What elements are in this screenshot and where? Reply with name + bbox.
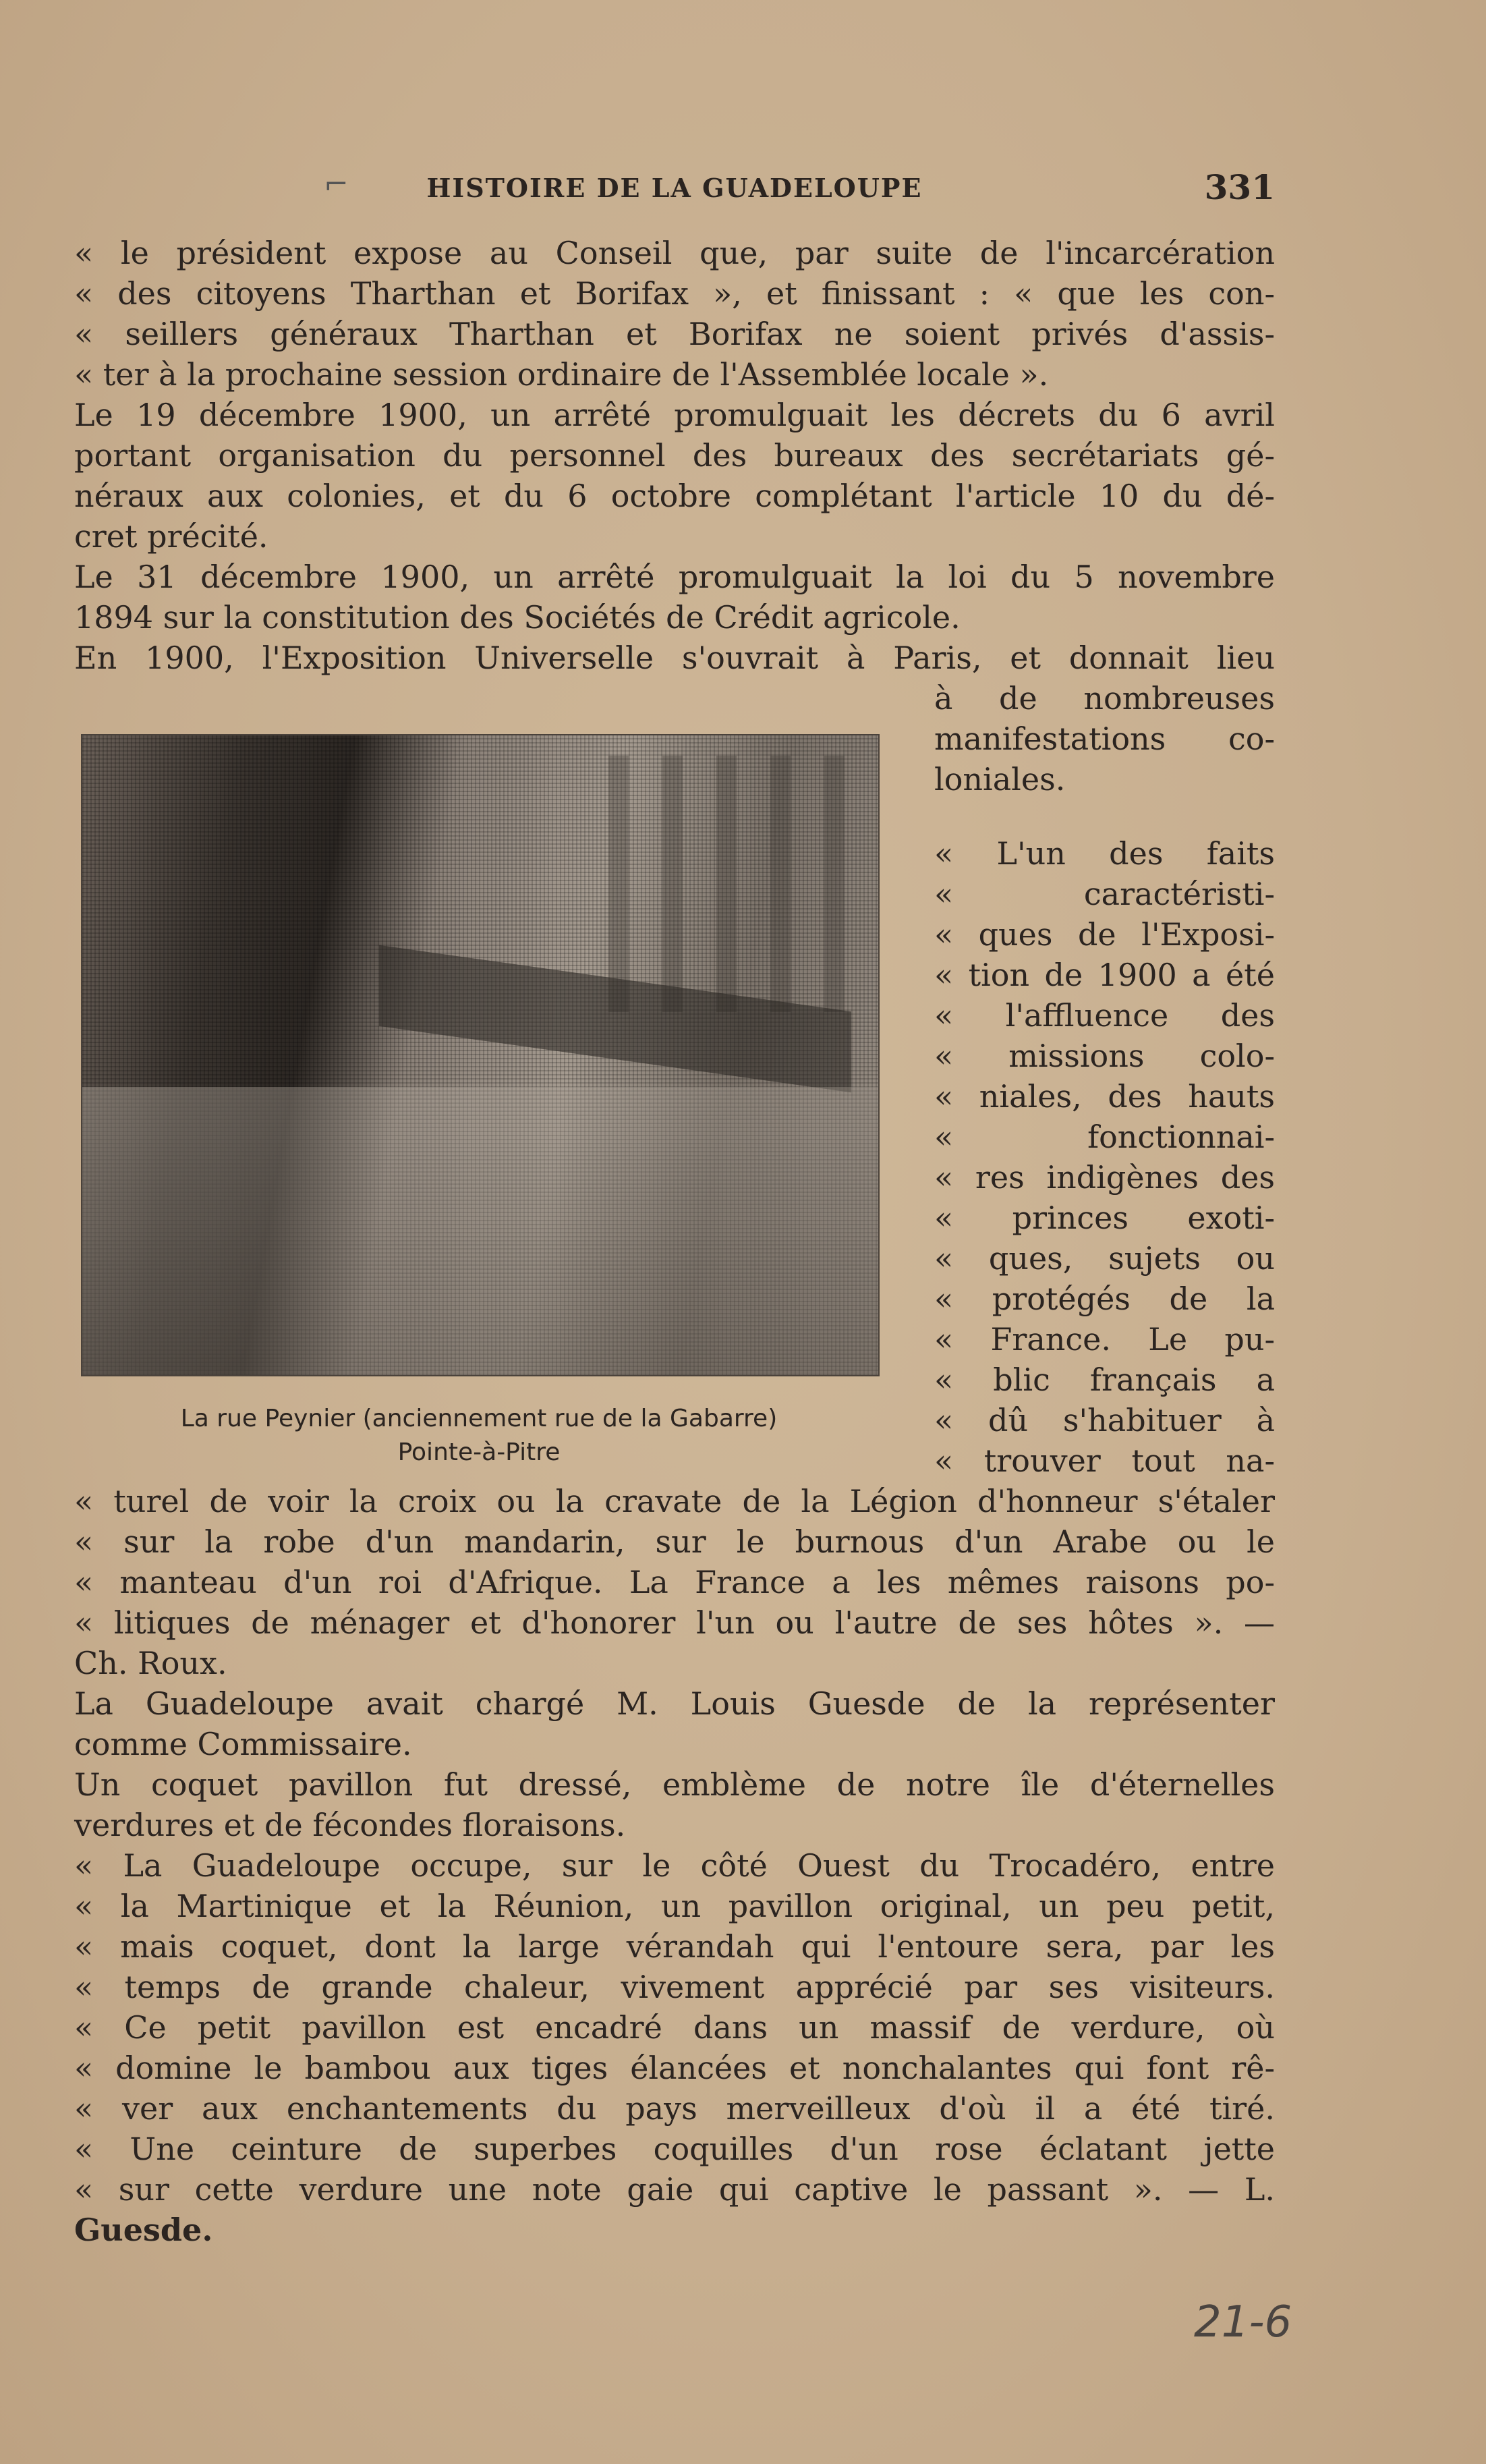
photo-caption-line2: Pointe-à-Pitre bbox=[397, 1438, 561, 1466]
text-line: comme Commissaire. bbox=[74, 1726, 412, 1762]
running-header bbox=[74, 167, 1275, 208]
street-photograph bbox=[81, 734, 880, 1376]
text-line: « seillers généraux Tharthan et Borifax ne soient privés d'assis- bbox=[74, 316, 1275, 352]
column-line: « blic français a bbox=[934, 1362, 1275, 1398]
text-line: Guesde. bbox=[74, 2212, 213, 2248]
column-line: « protégés de la bbox=[934, 1281, 1275, 1317]
column-line: « fonctionnai- bbox=[934, 1119, 1275, 1155]
text-line: « la Martinique et la Réunion, un pavillon original, un peu petit, bbox=[74, 1888, 1275, 1924]
text-line: « La Guadeloupe occupe, sur le côté Ouest du Trocadéro, entre bbox=[74, 1847, 1275, 1884]
text-line: Le 19 décembre 1900, un arrêté promulguait les décrets du 6 avril bbox=[74, 397, 1275, 433]
text-line: Ch. Roux. bbox=[74, 1645, 227, 1681]
text-line: « ter à la prochaine session ordinaire de l'Assemblée locale ». bbox=[74, 356, 1049, 393]
column-line: manifestations co- bbox=[934, 721, 1275, 757]
text-line: Un coquet pavillon fut dressé, emblème de notre île d'éternelles bbox=[74, 1766, 1275, 1803]
column-line: loniales. bbox=[934, 761, 1066, 797]
text-line: « Ce petit pavillon est encadré dans un massif de verdure, où bbox=[74, 2009, 1275, 2046]
column-line: « dû s'habituer à bbox=[934, 1402, 1275, 1438]
text-line: verdures et de fécondes floraisons. bbox=[74, 1807, 626, 1843]
text-line: En 1900, l'Exposition Universelle s'ouvrait à Paris, et donnait lieu bbox=[74, 640, 1275, 676]
photo-caption-line1: La rue Peynier (anciennement rue de la Gabarre) bbox=[180, 1405, 778, 1432]
text-line: « manteau d'un roi d'Afrique. La France a les mêmes raisons po- bbox=[74, 1564, 1275, 1600]
text-line: « Une ceinture de superbes coquilles d'un rose éclatant jette bbox=[74, 2131, 1275, 2167]
column-line: « tion de 1900 a été bbox=[934, 957, 1275, 993]
text-line: « domine le bambou aux tiges élancées et nonchalantes qui font rê- bbox=[74, 2050, 1275, 2086]
text-line: « sur cette verdure une note gaie qui captive le passant ». — L. bbox=[74, 2171, 1275, 2208]
header-mark: ⌐ bbox=[324, 167, 349, 202]
text-line: Le 31 décembre 1900, un arrêté promulguait la loi du 5 novembre bbox=[74, 559, 1275, 595]
column-line: « caractéristi- bbox=[934, 876, 1275, 912]
text-line: « temps de grande chaleur, vivement apprécié par ses visiteurs. bbox=[74, 1969, 1275, 2005]
column-line: « niales, des hauts bbox=[934, 1078, 1275, 1115]
text-line: « turel de voir la croix ou la cravate de la Légion d'honneur s'étaler bbox=[74, 1483, 1275, 1519]
text-line: 1894 sur la constitution des Sociétés de Crédit agricole. bbox=[74, 599, 961, 636]
text-line: portant organisation du personnel des bureaux des secrétariats gé- bbox=[74, 437, 1275, 474]
column-line: « l'affluence des bbox=[934, 997, 1275, 1034]
column-line: « missions colo- bbox=[934, 1038, 1275, 1074]
column-line: « France. Le pu- bbox=[934, 1321, 1275, 1357]
text-line: « mais coquet, dont la large vérandah qui l'entoure sera, par les bbox=[74, 1928, 1275, 1965]
column-line: « trouver tout na- bbox=[934, 1443, 1275, 1479]
text-line: « des citoyens Tharthan et Borifax », et finissant : « que les con- bbox=[74, 275, 1275, 312]
text-line: « le président expose au Conseil que, par suite de l'incarcération bbox=[74, 235, 1275, 271]
column-line: « ques, sujets ou bbox=[934, 1240, 1275, 1277]
text-line: « litiques de ménager et d'honorer l'un ou l'autre de ses hôtes ». — bbox=[74, 1604, 1275, 1641]
text-line: cret précité. bbox=[74, 518, 268, 555]
photo-building bbox=[608, 756, 851, 1012]
column-line: « ques de l'Exposi- bbox=[934, 916, 1275, 953]
page-number: 331 bbox=[1204, 167, 1275, 207]
text-line: néraux aux colonies, et du 6 octobre complétant l'article 10 du dé- bbox=[74, 478, 1275, 514]
column-line: « res indigènes des bbox=[934, 1159, 1275, 1196]
column-line: à de nombreuses bbox=[934, 680, 1275, 717]
running-title: HISTOIRE DE LA GUADELOUPE bbox=[426, 173, 923, 203]
photo-street bbox=[82, 1087, 878, 1375]
column-line: « L'un des faits bbox=[934, 835, 1275, 872]
text-line: « ver aux enchantements du pays merveilleux d'où il a été tiré. bbox=[74, 2090, 1275, 2127]
text-line: La Guadeloupe avait chargé M. Louis Guesde de la représenter bbox=[74, 1685, 1275, 1722]
handwritten-note: 21-6 bbox=[1194, 2297, 1292, 2347]
column-line: « princes exoti- bbox=[934, 1200, 1275, 1236]
text-line: « sur la robe d'un mandarin, sur le burnous d'un Arabe ou le bbox=[74, 1523, 1275, 1560]
